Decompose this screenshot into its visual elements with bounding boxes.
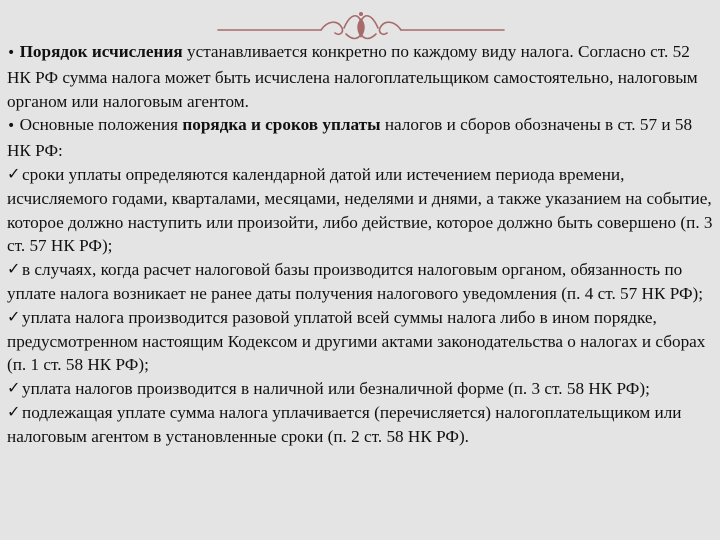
bullet-marker: •: [7, 45, 16, 61]
checkmark-icon: ✓: [7, 401, 21, 421]
checkmark-icon: ✓: [7, 259, 21, 279]
check-item-text: подлежащая уплате сумма налога уплачивается (перечисляется) налогоплательщиком или налоговым агентом в установленные сроки (п. 2 ст. 58 НК РФ).: [7, 402, 682, 446]
check-item-text: уплата налога производится разовой уплатой всей суммы налога либо в ином порядке, предусмотренном настоящим Кодексом и другими актами законодательства о налогах и сборах (п. 1 ст. 58 НК РФ);: [7, 307, 706, 375]
bold-term: порядка и сроков уплаты: [182, 115, 381, 135]
paragraph-calculation-order: [7, 40, 715, 113]
paragraph-text: устанавливается конкретно по каждому виду налога. Согласно ст. 52 НК РФ сумма налога может быть исчислена налогоплательщиком самостоятельно, налоговым органом или налоговым агентом.: [7, 42, 698, 111]
paragraph-text-after: налогов и сборов обозначены в ст. 57 и 58 НК РФ:: [7, 115, 693, 161]
check-item-tax-notice: [7, 258, 715, 306]
check-item-single-payment: [7, 306, 715, 377]
bold-term: Порядок исчисления: [19, 42, 183, 61]
check-item-payment-form: [7, 377, 715, 401]
checkmark-icon: ✓: [7, 163, 21, 183]
check-item-payment-deadline: [7, 401, 715, 449]
bullet-marker: •: [7, 118, 16, 135]
check-item-text: в случаях, когда расчет налоговой базы производится налоговым органом, обязанность по уплате налога возникает не ранее даты получения налогового уведомления (п. 4 ст. 57 НК РФ);: [7, 260, 704, 303]
checkmark-icon: ✓: [7, 378, 21, 398]
paragraph-text-before: Основные положения: [15, 115, 183, 135]
check-item-text: уплата налогов производится в наличной или безналичной форме (п. 3 ст. 58 НК РФ);: [22, 379, 650, 399]
paragraph-payment-rules: [7, 113, 715, 163]
document-body: [7, 40, 715, 449]
check-item-deadlines: [7, 163, 715, 258]
check-item-text: сроки уплаты определяются календарной датой или истечением периода времени, исчисляемого годами, кварталами, месяцами, неделями и днями, а также указанием на событие, которое должно наступить или произойти, либо действие, которое должно быть совершено (п. 3 ст. 57 НК РФ);: [7, 164, 713, 256]
checkmark-icon: ✓: [7, 306, 21, 326]
